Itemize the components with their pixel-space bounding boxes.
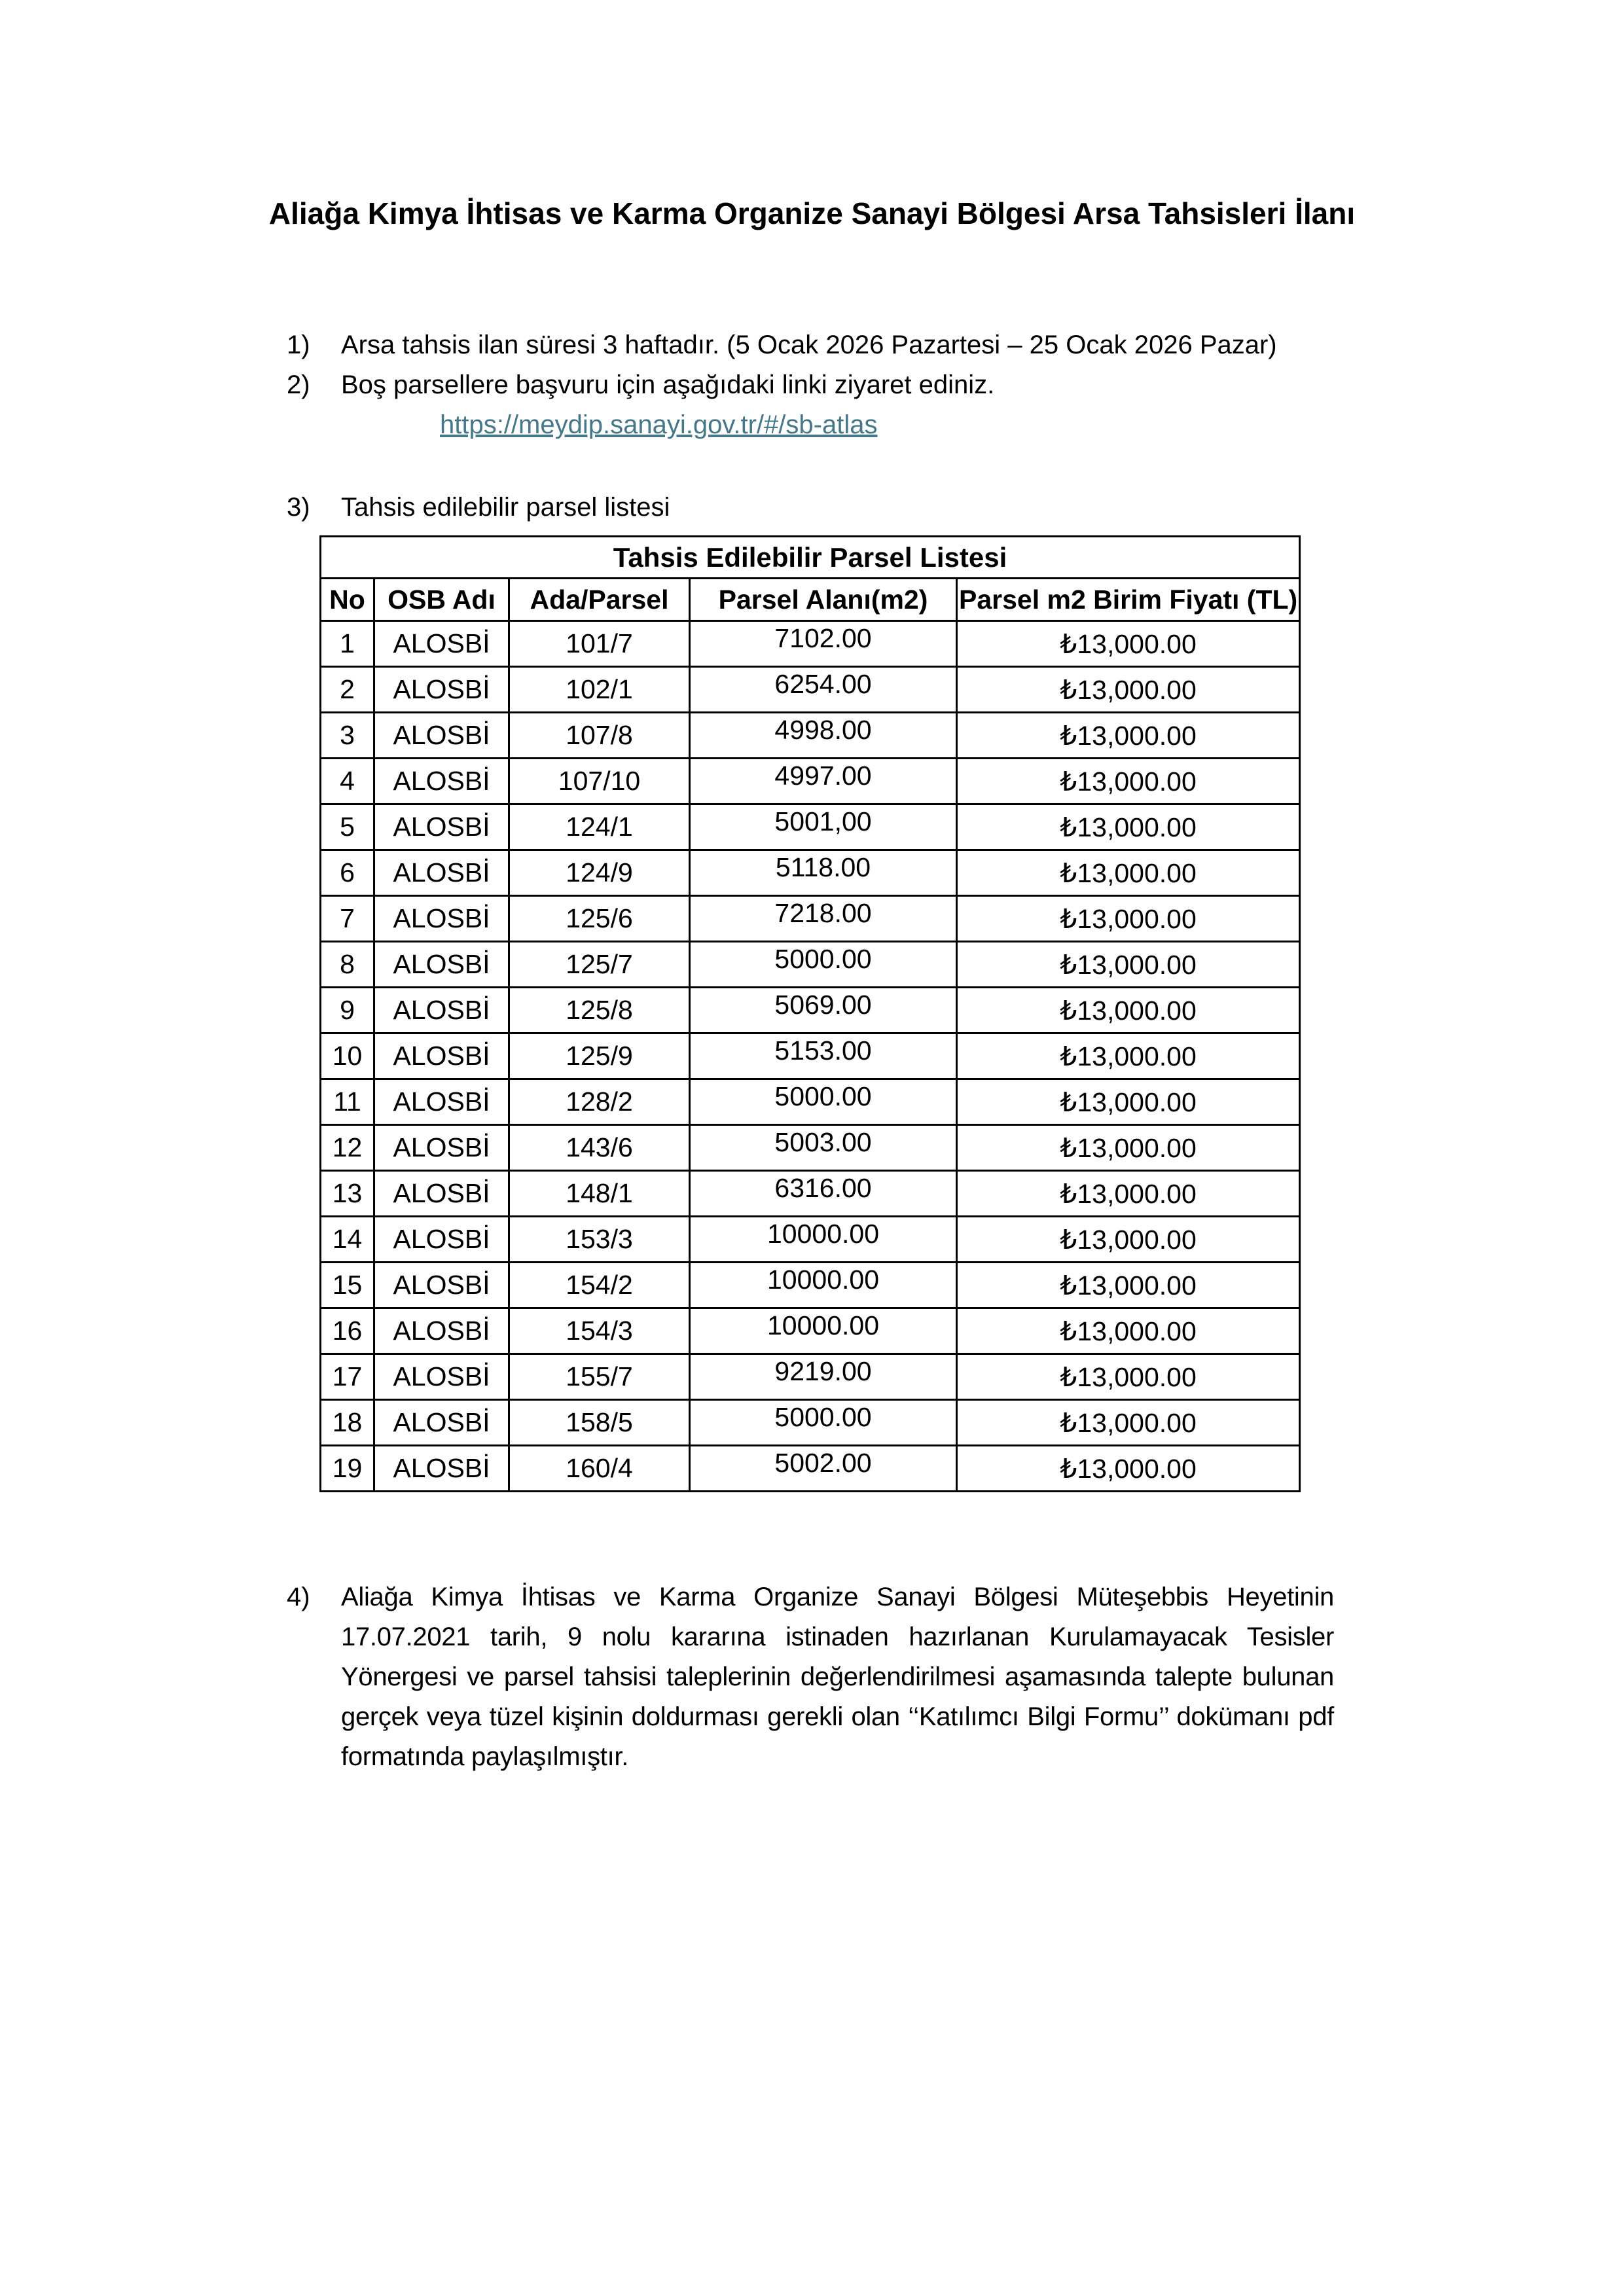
- table-cell: 16: [321, 1308, 374, 1354]
- list-item-3-text: Tahsis edilebilir parsel listesi: [341, 493, 670, 522]
- table-cell: 154/2: [509, 1263, 690, 1308]
- table-title-row: [321, 537, 1300, 579]
- table-row: [321, 1217, 1300, 1263]
- table-cell: 4997.00: [690, 759, 957, 804]
- table-cell: ₺13,000.00: [957, 850, 1300, 896]
- table-cell: ALOSBİ: [374, 1079, 509, 1125]
- table-cell: 5000.00: [690, 1079, 957, 1125]
- list-item-2-text: Boş parsellere başvuru için aşağıdaki linki ziyaret ediniz.: [341, 370, 995, 399]
- column-header: Parsel Alanı(m2): [690, 579, 957, 621]
- table-cell: ₺13,000.00: [957, 1354, 1300, 1400]
- table-cell: 6: [321, 850, 374, 896]
- table-cell: 2: [321, 667, 374, 713]
- column-header: Parsel m2 Birim Fiyatı (TL): [957, 579, 1300, 621]
- table-row: [321, 1400, 1300, 1446]
- table-cell: ALOSBİ: [374, 1217, 509, 1263]
- table-cell: 4998.00: [690, 713, 957, 759]
- table-cell: ALOSBİ: [374, 667, 509, 713]
- table-row: [321, 1125, 1300, 1171]
- table-cell: 6254.00: [690, 667, 957, 713]
- table-cell: 7102.00: [690, 621, 957, 667]
- table-cell: ALOSBİ: [374, 759, 509, 804]
- table-row: [321, 988, 1300, 1033]
- table-cell: 107/10: [509, 759, 690, 804]
- table-cell: ALOSBİ: [374, 1400, 509, 1446]
- table-cell: 124/9: [509, 850, 690, 896]
- table-row: [321, 1263, 1300, 1308]
- link-line: [287, 405, 1334, 445]
- column-header: OSB Adı: [374, 579, 509, 621]
- table-cell: 10000.00: [690, 1308, 957, 1354]
- table-cell: 5002.00: [690, 1446, 957, 1492]
- table-row: [321, 667, 1300, 713]
- table-cell: 1: [321, 621, 374, 667]
- table-cell: 101/7: [509, 621, 690, 667]
- table-cell: 107/8: [509, 713, 690, 759]
- table-cell: 148/1: [509, 1171, 690, 1217]
- table-row: [321, 1079, 1300, 1125]
- table-cell: 9: [321, 988, 374, 1033]
- table-cell: ALOSBİ: [374, 621, 509, 667]
- table-cell: ₺13,000.00: [957, 1263, 1300, 1308]
- table-cell: ₺13,000.00: [957, 1125, 1300, 1171]
- table-cell: 10000.00: [690, 1217, 957, 1263]
- table-cell: ₺13,000.00: [957, 804, 1300, 850]
- table-cell: 125/7: [509, 942, 690, 988]
- page-title: Aliağa Kimya İhtisas ve Karma Organize Sanayi Bölgesi Arsa Tahsisleri İlanı: [268, 196, 1356, 230]
- table-cell: 158/5: [509, 1400, 690, 1446]
- table-cell: ALOSBİ: [374, 1446, 509, 1492]
- table-row: [321, 1033, 1300, 1079]
- list-item-2: [287, 365, 1334, 405]
- table-row: [321, 713, 1300, 759]
- list-item-3-number: 3): [287, 493, 310, 522]
- table-cell: ₺13,000.00: [957, 1217, 1300, 1263]
- table-cell: 5001,00: [690, 804, 957, 850]
- list-item-3: [287, 488, 1334, 528]
- content-area: [287, 325, 1334, 1777]
- list-item-1: [287, 325, 1334, 365]
- table-cell: 14: [321, 1217, 374, 1263]
- table-cell: ₺13,000.00: [957, 1171, 1300, 1217]
- table-cell: 125/9: [509, 1033, 690, 1079]
- table-cell: 5000.00: [690, 1400, 957, 1446]
- table-cell: ₺13,000.00: [957, 988, 1300, 1033]
- list-item-4: [287, 1577, 1334, 1777]
- table-cell: ₺13,000.00: [957, 1400, 1300, 1446]
- table-cell: ALOSBİ: [374, 713, 509, 759]
- table-row: [321, 621, 1300, 667]
- table-cell: ALOSBİ: [374, 1263, 509, 1308]
- table-row: [321, 1354, 1300, 1400]
- table-row: [321, 942, 1300, 988]
- table-cell: 5000.00: [690, 942, 957, 988]
- list-item-2-number: 2): [287, 370, 310, 399]
- list-item-4-number: 4): [287, 1583, 310, 1611]
- table-cell: 10000.00: [690, 1263, 957, 1308]
- list-item-1-number: 1): [287, 331, 310, 359]
- table-header-row: [321, 579, 1300, 621]
- table-cell: ALOSBİ: [374, 1308, 509, 1354]
- table-cell: 143/6: [509, 1125, 690, 1171]
- column-header: No: [321, 579, 374, 621]
- application-link[interactable]: https://meydip.sanayi.gov.tr/#/sb-atlas: [440, 410, 878, 439]
- table-cell: 5153.00: [690, 1033, 957, 1079]
- table-cell: 154/3: [509, 1308, 690, 1354]
- table-cell: ₺13,000.00: [957, 942, 1300, 988]
- table-cell: 9219.00: [690, 1354, 957, 1400]
- table-cell: ALOSBİ: [374, 942, 509, 988]
- table-row: [321, 850, 1300, 896]
- table-cell: 18: [321, 1400, 374, 1446]
- table-row: [321, 1446, 1300, 1492]
- table-cell: 8: [321, 942, 374, 988]
- table-cell: 125/8: [509, 988, 690, 1033]
- table-cell: 153/3: [509, 1217, 690, 1263]
- table-cell: ALOSBİ: [374, 850, 509, 896]
- table-cell: 155/7: [509, 1354, 690, 1400]
- table-title: Tahsis Edilebilir Parsel Listesi: [321, 537, 1300, 579]
- table-cell: 19: [321, 1446, 374, 1492]
- table-cell: 3: [321, 713, 374, 759]
- table-cell: ₺13,000.00: [957, 621, 1300, 667]
- table-cell: 5: [321, 804, 374, 850]
- table-cell: ₺13,000.00: [957, 759, 1300, 804]
- table-cell: 5118.00: [690, 850, 957, 896]
- table-cell: 13: [321, 1171, 374, 1217]
- table-cell: 102/1: [509, 667, 690, 713]
- table-cell: ALOSBİ: [374, 1171, 509, 1217]
- table-cell: ₺13,000.00: [957, 667, 1300, 713]
- parcel-table: [319, 535, 1301, 1492]
- table-cell: 11: [321, 1079, 374, 1125]
- table-cell: ALOSBİ: [374, 1033, 509, 1079]
- table-cell: 6316.00: [690, 1171, 957, 1217]
- table-cell: 10: [321, 1033, 374, 1079]
- table-row: [321, 1308, 1300, 1354]
- table-cell: ALOSBİ: [374, 1125, 509, 1171]
- column-header: Ada/Parsel: [509, 579, 690, 621]
- table-row: [321, 759, 1300, 804]
- table-cell: ALOSBİ: [374, 988, 509, 1033]
- table-cell: ALOSBİ: [374, 804, 509, 850]
- table-cell: 15: [321, 1263, 374, 1308]
- table-cell: 17: [321, 1354, 374, 1400]
- table-row: [321, 896, 1300, 942]
- table-cell: ₺13,000.00: [957, 1308, 1300, 1354]
- table-cell: ₺13,000.00: [957, 1079, 1300, 1125]
- table-row: [321, 804, 1300, 850]
- parcel-table-body: [321, 621, 1300, 1492]
- table-cell: 5069.00: [690, 988, 957, 1033]
- parcel-table-head: [321, 537, 1300, 621]
- table-cell: 125/6: [509, 896, 690, 942]
- table-cell: ₺13,000.00: [957, 1033, 1300, 1079]
- table-cell: ₺13,000.00: [957, 713, 1300, 759]
- table-cell: 4: [321, 759, 374, 804]
- table-cell: 7218.00: [690, 896, 957, 942]
- table-cell: 5003.00: [690, 1125, 957, 1171]
- list-item-1-text: Arsa tahsis ilan süresi 3 haftadır. (5 Ocak 2026 Pazartesi – 25 Ocak 2026 Pazar): [341, 331, 1277, 359]
- table-cell: 128/2: [509, 1079, 690, 1125]
- table-row: [321, 1171, 1300, 1217]
- table-cell: ₺13,000.00: [957, 896, 1300, 942]
- table-cell: ALOSBİ: [374, 1354, 509, 1400]
- table-cell: ALOSBİ: [374, 896, 509, 942]
- table-cell: 160/4: [509, 1446, 690, 1492]
- table-cell: ₺13,000.00: [957, 1446, 1300, 1492]
- table-cell: 12: [321, 1125, 374, 1171]
- table-cell: 7: [321, 896, 374, 942]
- table-cell: 124/1: [509, 804, 690, 850]
- list-item-4-text: Aliağa Kimya İhtisas ve Karma Organize Sanayi Bölgesi Müteşebbis Heyetinin 17.07.2021 tarih, 9 nolu kararına istinaden hazırlanan Kurulamayacak Tesisler Yönergesi ve parsel tahsisi taleplerinin değerlendirilmesi aşamasında talepte bulunan gerçek veya tüzel kişinin doldurması gerekli olan ‘‘Katılımcı Bilgi Formu’’ dokümanı pdf formatında paylaşılmıştır.: [341, 1583, 1334, 1771]
